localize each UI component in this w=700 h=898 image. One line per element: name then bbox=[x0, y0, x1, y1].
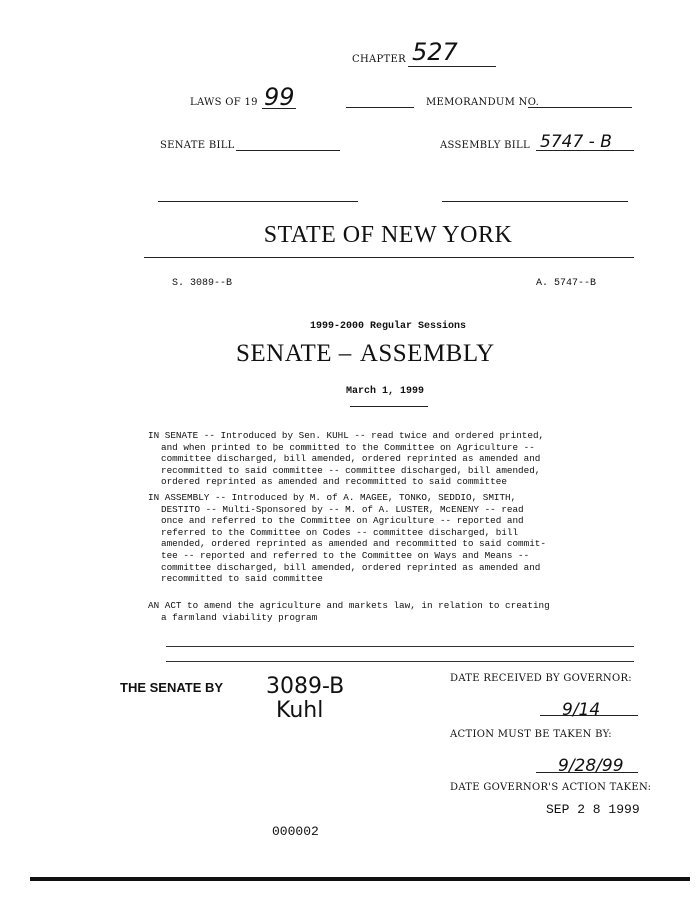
chapter-label: CHAPTER bbox=[352, 54, 406, 65]
act-line: AN ACT to amend the agriculture and markets law, in relation to creating bbox=[148, 600, 550, 611]
separator-line bbox=[166, 661, 634, 662]
state-title: STATE OF NEW YORK bbox=[263, 222, 513, 248]
date-received-label: DATE RECEIVED BY GOVERNOR: bbox=[450, 673, 632, 684]
action-taken-stamp: SEP 2 8 1999 bbox=[546, 802, 640, 817]
senate-line: recommitted to said committee -- committee discharged, bill amended, bbox=[161, 464, 541, 476]
action-by-underline bbox=[536, 772, 638, 773]
assembly-line: amended, ordered reprinted as amended and recommitted to said commit- bbox=[161, 538, 546, 550]
chamber-title bbox=[236, 340, 495, 368]
assembly-bill-label: ASSEMBLY BILL bbox=[440, 140, 530, 151]
assembly-bill-underline bbox=[536, 150, 634, 151]
senate-bill-number: S. 3089--B bbox=[172, 278, 233, 289]
senate-bill-underline bbox=[236, 150, 340, 151]
bill-date: March 1, 1999 bbox=[346, 386, 425, 397]
assembly-line: tee -- reported and referred to the Committee on Ways and Means -- bbox=[161, 549, 530, 561]
assembly-bill-value: 5747 - B bbox=[540, 132, 612, 152]
assembly-bill-number: A. 5747--B bbox=[536, 278, 597, 289]
title-rule bbox=[144, 257, 634, 258]
chapter-underline bbox=[408, 66, 496, 67]
assembly-line: IN ASSEMBLY -- Introduced by M. of A. MAGEE, TONKO, SEDDIO, SMITH, bbox=[148, 492, 517, 503]
memorandum-label: MEMORANDUM NO. bbox=[426, 97, 540, 108]
stamp-prefix: THE SENATE BY bbox=[120, 680, 224, 695]
action-taken-label: DATE GOVERNOR'S ACTION TAKEN: bbox=[450, 782, 652, 793]
chamber-assembly: ASSEMBLY bbox=[359, 340, 495, 367]
chapter-value: 527 bbox=[412, 38, 458, 66]
senate-line: ordered reprinted as amended and recommitted to said committee bbox=[161, 476, 507, 488]
senate-line: committee discharged, bill amended, ordered reprinted as amended and bbox=[161, 453, 541, 465]
bottom-scan-bar bbox=[30, 877, 690, 881]
blank-underline bbox=[346, 107, 414, 108]
stamp-bill-handwritten: 3089-B bbox=[266, 674, 345, 699]
assembly-line: once and referred to the Committee on Agriculture -- reported and bbox=[161, 515, 524, 527]
senate-line: IN SENATE -- Introduced by Sen. KUHL -- read twice and ordered printed, bbox=[148, 430, 545, 441]
senate-line: and when printed to be committed to the Committee on Agriculture -- bbox=[161, 441, 535, 453]
assembly-line: committee discharged, bill amended, ordered reprinted as amended and bbox=[161, 561, 541, 573]
signature-line-right bbox=[442, 201, 628, 202]
laws-year: 99 bbox=[264, 83, 295, 111]
page-number: 000002 bbox=[272, 824, 319, 839]
assembly-introduction-paragraph bbox=[148, 492, 546, 585]
stamp-sponsor-handwritten: Kuhl bbox=[276, 698, 324, 723]
senate-introduction-paragraph bbox=[148, 430, 544, 488]
senate-bill-label: SENATE BILL bbox=[160, 140, 235, 151]
signature-line-left bbox=[158, 201, 358, 202]
action-by-label: ACTION MUST BE TAKEN BY: bbox=[450, 729, 612, 740]
chamber-senate: SENATE – bbox=[236, 340, 352, 367]
assembly-line: recommitted to said committee bbox=[161, 573, 323, 585]
senate-stamp bbox=[120, 680, 223, 695]
action-by-value: 9/28/99 bbox=[558, 756, 624, 776]
assembly-line: referred to the Committee on Codes -- committee discharged, bill bbox=[161, 526, 519, 538]
laws-underline bbox=[262, 108, 296, 109]
date-received-value: 9/14 bbox=[562, 700, 601, 720]
assembly-line: DESTITO -- Multi-Sponsored by -- M. of A. LUSTER, McENENY -- read bbox=[161, 503, 524, 515]
date-received-underline bbox=[540, 715, 638, 716]
memorandum-underline bbox=[528, 107, 632, 108]
date-rule bbox=[350, 406, 428, 407]
act-line: a farmland viability program bbox=[161, 611, 318, 623]
session-line: 1999-2000 Regular Sessions bbox=[309, 321, 467, 332]
separator-line bbox=[166, 646, 634, 647]
laws-label: LAWS OF 19 bbox=[190, 97, 258, 108]
act-title-paragraph bbox=[148, 600, 550, 623]
